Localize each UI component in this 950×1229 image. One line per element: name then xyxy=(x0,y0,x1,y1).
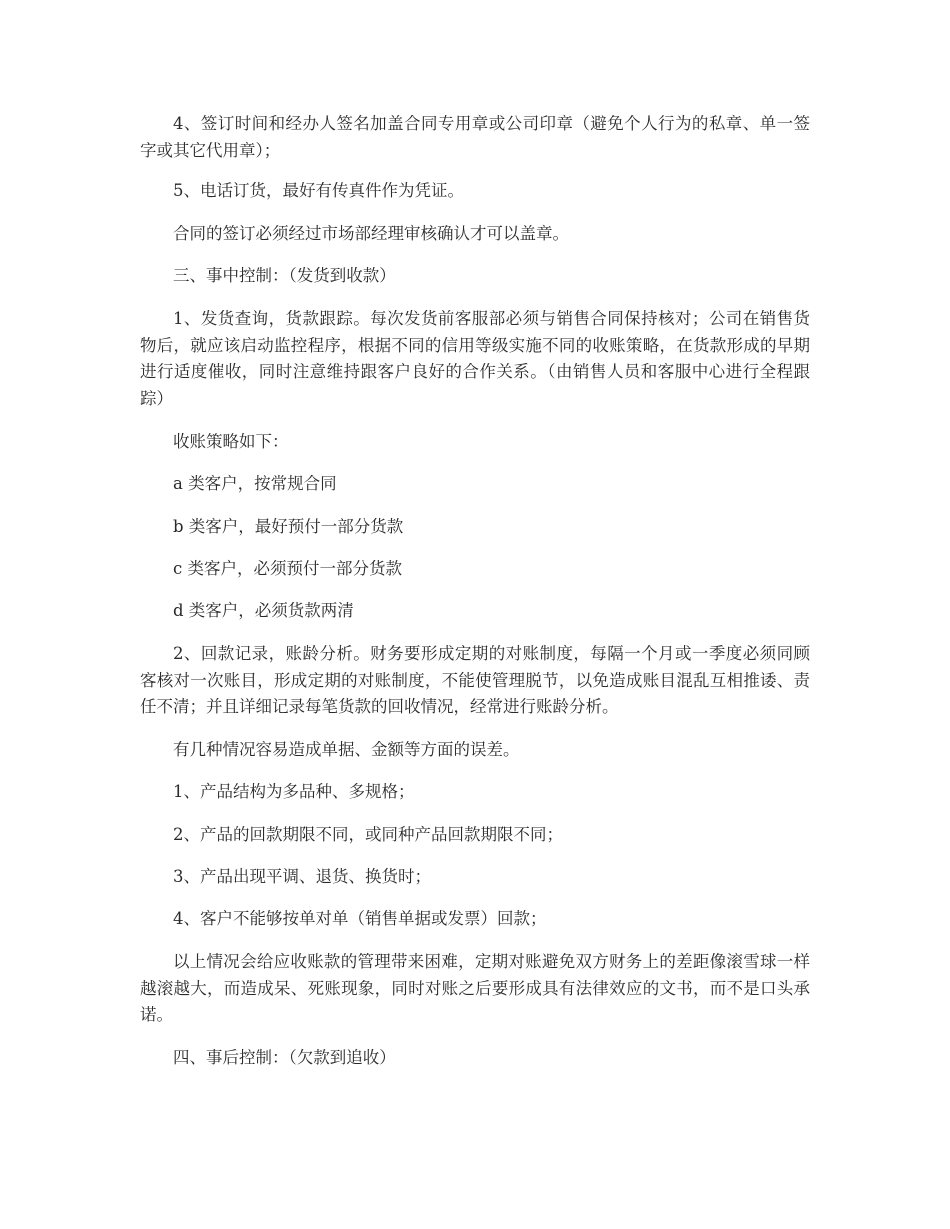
section-heading-post-control: 四、事后控制：（欠款到追收） xyxy=(173,1048,396,1067)
list-item-product-structure: 1、产品结构为多品种、多规格； xyxy=(173,782,415,801)
paragraph-reconciliation: 以上情况会给应收账款的管理带来困难，定期对账避免双方财务上的差距像滚雪球一样越滚越大，而造成呆、死账现象，同时对账之后要形成具有法律效应的文书，而不是口头承诺。 xyxy=(140,952,810,1024)
list-item-class-c: c 类客户，必须预付一部分货款 xyxy=(173,559,402,578)
paragraph-phone-order: 5、电话订货，最好有传真件作为凭证。 xyxy=(173,181,464,200)
paragraph-stamp-requirement: 4、签订时间和经办人签名加盖合同专用章或公司印章（避免个人行为的私章、单一签字或其它代用章）； xyxy=(140,114,810,160)
section-heading-in-process-control: 三、事中控制：（发货到收款） xyxy=(173,266,396,285)
list-item-class-d: d 类客户，必须货款两清 xyxy=(173,601,354,620)
paragraph-collection-strategy: 收账策略如下： xyxy=(173,432,289,451)
paragraph-error-causes: 有几种情况容易造成单据、金额等方面的误差。 xyxy=(173,740,520,759)
list-item-class-b: b 类客户，最好预付一部分货款 xyxy=(173,517,404,536)
list-item-payment-terms: 2、产品的回款期限不同，或同种产品回款期限不同； xyxy=(173,825,563,844)
paragraph-shipment-tracking: 1、发货查询，货款跟踪。每次发货前客服部必须与销售合同保持核对；公司在销售货物后，就应该启动监控程序，根据不同的信用等级实施不同的收账策略，在货款形成的早期进行适度催收，同时注意维持跟客户良好的合作关系。（由销售人员和客服中心进行全程跟踪） xyxy=(140,309,810,408)
paragraph-contract-approval: 合同的签订必须经过市场部经理审核确认才可以盖章。 xyxy=(173,224,569,243)
list-item-invoice-matching: 4、客户不能够按单对单（销售单据或发票）回款； xyxy=(173,909,547,928)
paragraph-payment-records: 2、回款记录，账龄分析。财务要形成定期的对账制度，每隔一个月或一季度必须同顾客核对一次账目，形成定期的对账制度，不能使管理脱节，以免造成账目混乱互相推诿、责任不清；并且详细记录每笔货款的回收情况，经常进行账龄分析。 xyxy=(140,644,810,716)
list-item-class-a: a 类客户，按常规合同 xyxy=(173,474,337,493)
list-item-returns: 3、产品出现平调、退货、换货时； xyxy=(173,867,431,886)
